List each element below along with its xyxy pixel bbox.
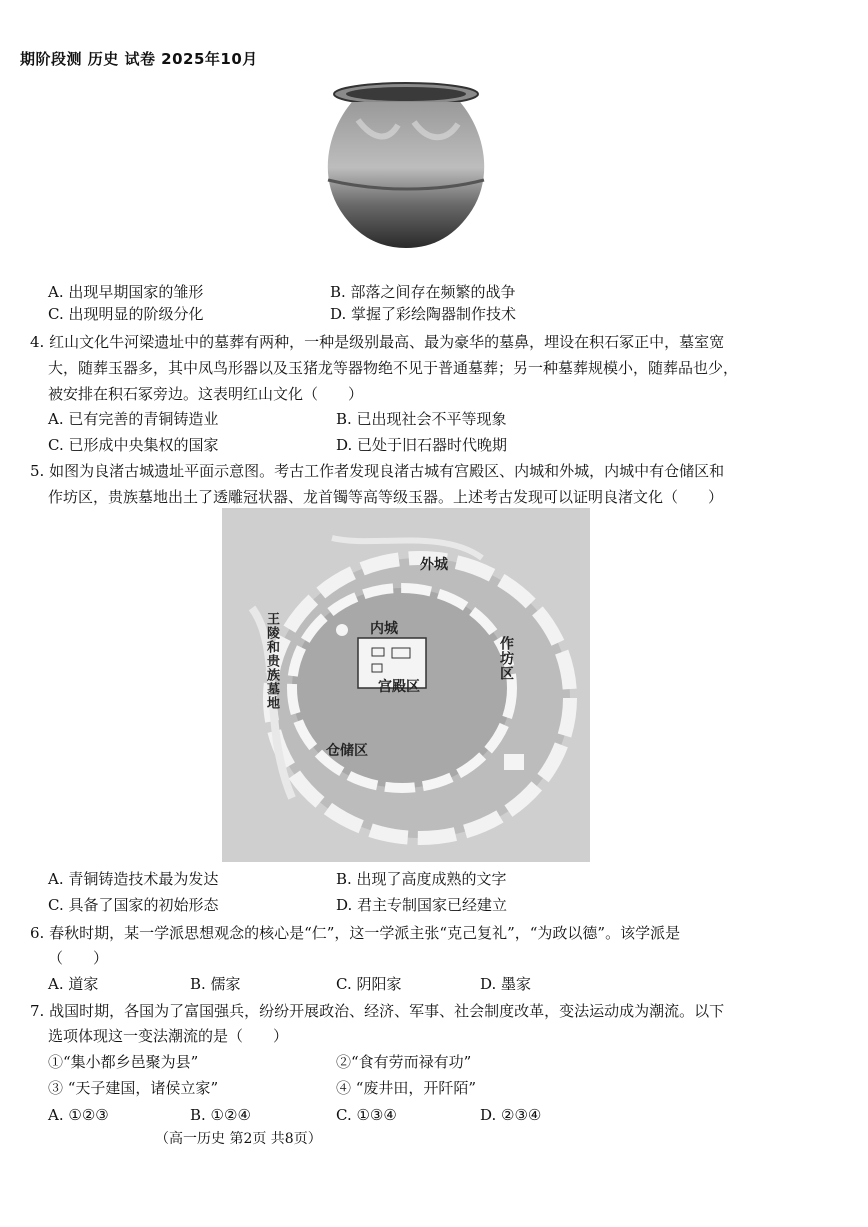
- map-label-inner-city: 内城: [370, 621, 398, 637]
- q6-stem-line-1: 6. 春秋时期，某一学派思想观念的核心是“仁”，这一学派主张“克己复礼”，“为政以德”。该学派是: [30, 924, 681, 942]
- map-label-workshop-area: 作坊区: [498, 636, 514, 681]
- map-label-palace-area: 宫殿区: [378, 679, 420, 695]
- q7-item-1: ①“集小都乡邑聚为县”: [48, 1053, 199, 1071]
- q7-item-3: ③ “天子建国，诸侯立家”: [48, 1079, 219, 1097]
- q6-option-d: D. 墨家: [480, 975, 532, 993]
- q7-option-c: C. ①③④: [336, 1106, 397, 1124]
- q3-option-d: D. 掌握了彩绘陶器制作技术: [330, 305, 517, 323]
- q4-stem-line-2: 大，随葬玉器多，其中凤鸟形器以及玉猪龙等器物绝不见于普通墓葬；另一种墓葬规模小，随葬品也少，: [48, 359, 739, 377]
- q6-stem-line-2: （ ）: [48, 949, 109, 967]
- page-header: 期阶段测 历史 试卷 2025年10月: [20, 50, 258, 68]
- q5-option-a: A. 青铜铸造技术最为发达: [48, 870, 219, 888]
- q5-option-c: C. 具备了国家的初始形态: [48, 896, 219, 914]
- q7-option-d: D. ②③④: [480, 1106, 542, 1124]
- q3-option-b: B. 部落之间存在频繁的战争: [330, 283, 516, 301]
- q5-stem-line-1: 5. 如图为良渚古城遗址平面示意图。考古工作者发现良渚古城有宫殿区、内城和外城，内城中有仓储区和: [30, 462, 725, 480]
- q5-option-b: B. 出现了高度成熟的文字: [336, 870, 507, 888]
- q3-option-a: A. 出现早期国家的雏形: [48, 283, 204, 301]
- q5-option-d: D. 君主专制国家已经建立: [336, 896, 508, 914]
- q6-option-b: B. 儒家: [190, 975, 241, 993]
- map-label-outer-city: 外城: [420, 557, 448, 573]
- q4-option-d: D. 已处于旧石器时代晚期: [336, 436, 508, 454]
- q7-stem-line-1: 7. 战国时期，各国为了富国强兵，纷纷开展政治、经济、军事、社会制度改革，变法运动成为潮流。以下: [30, 1002, 725, 1020]
- page-footer: （高一历史 第2页 共8页）: [155, 1131, 322, 1147]
- q4-stem-line-3: 被安排在积石冢旁边。这表明红山文化（ ）: [48, 385, 364, 403]
- q7-item-2: ②“食有劳而禄有功”: [336, 1053, 472, 1071]
- liangzhu-city-map: [222, 508, 590, 862]
- q4-option-b: B. 已出现社会不平等现象: [336, 410, 507, 428]
- q7-option-a: A. ①②③: [48, 1106, 109, 1124]
- q3-option-c: C. 出现明显的阶级分化: [48, 305, 204, 323]
- q7-item-4: ④ “废井田，开阡陌”: [336, 1079, 477, 1097]
- q4-option-a: A. 已有完善的青铜铸造业: [48, 410, 219, 428]
- pottery-jar-image: [318, 80, 494, 252]
- map-label-storage-area: 仓储区: [326, 743, 368, 759]
- q4-stem-line-1: 4. 红山文化牛河梁遗址中的墓葬有两种，一种是级别最高、最为豪华的墓鼻，埋设在积石冢正中，墓室宽: [30, 333, 725, 351]
- q4-option-c: C. 已形成中央集权的国家: [48, 436, 219, 454]
- q7-stem-line-2: 选项体现这一变法潮流的是（ ）: [48, 1027, 289, 1045]
- q7-option-b: B. ①②④: [190, 1106, 251, 1124]
- q6-option-c: C. 阴阳家: [336, 975, 402, 993]
- q6-option-a: A. 道家: [48, 975, 99, 993]
- q5-stem-line-2: 作坊区，贵族墓地出土了透雕冠状器、龙首镯等高等级玉器。上述考古发现可以证明良渚文化（ ）: [48, 488, 724, 506]
- map-label-tombs: 王陵和贵族墓地: [264, 612, 279, 710]
